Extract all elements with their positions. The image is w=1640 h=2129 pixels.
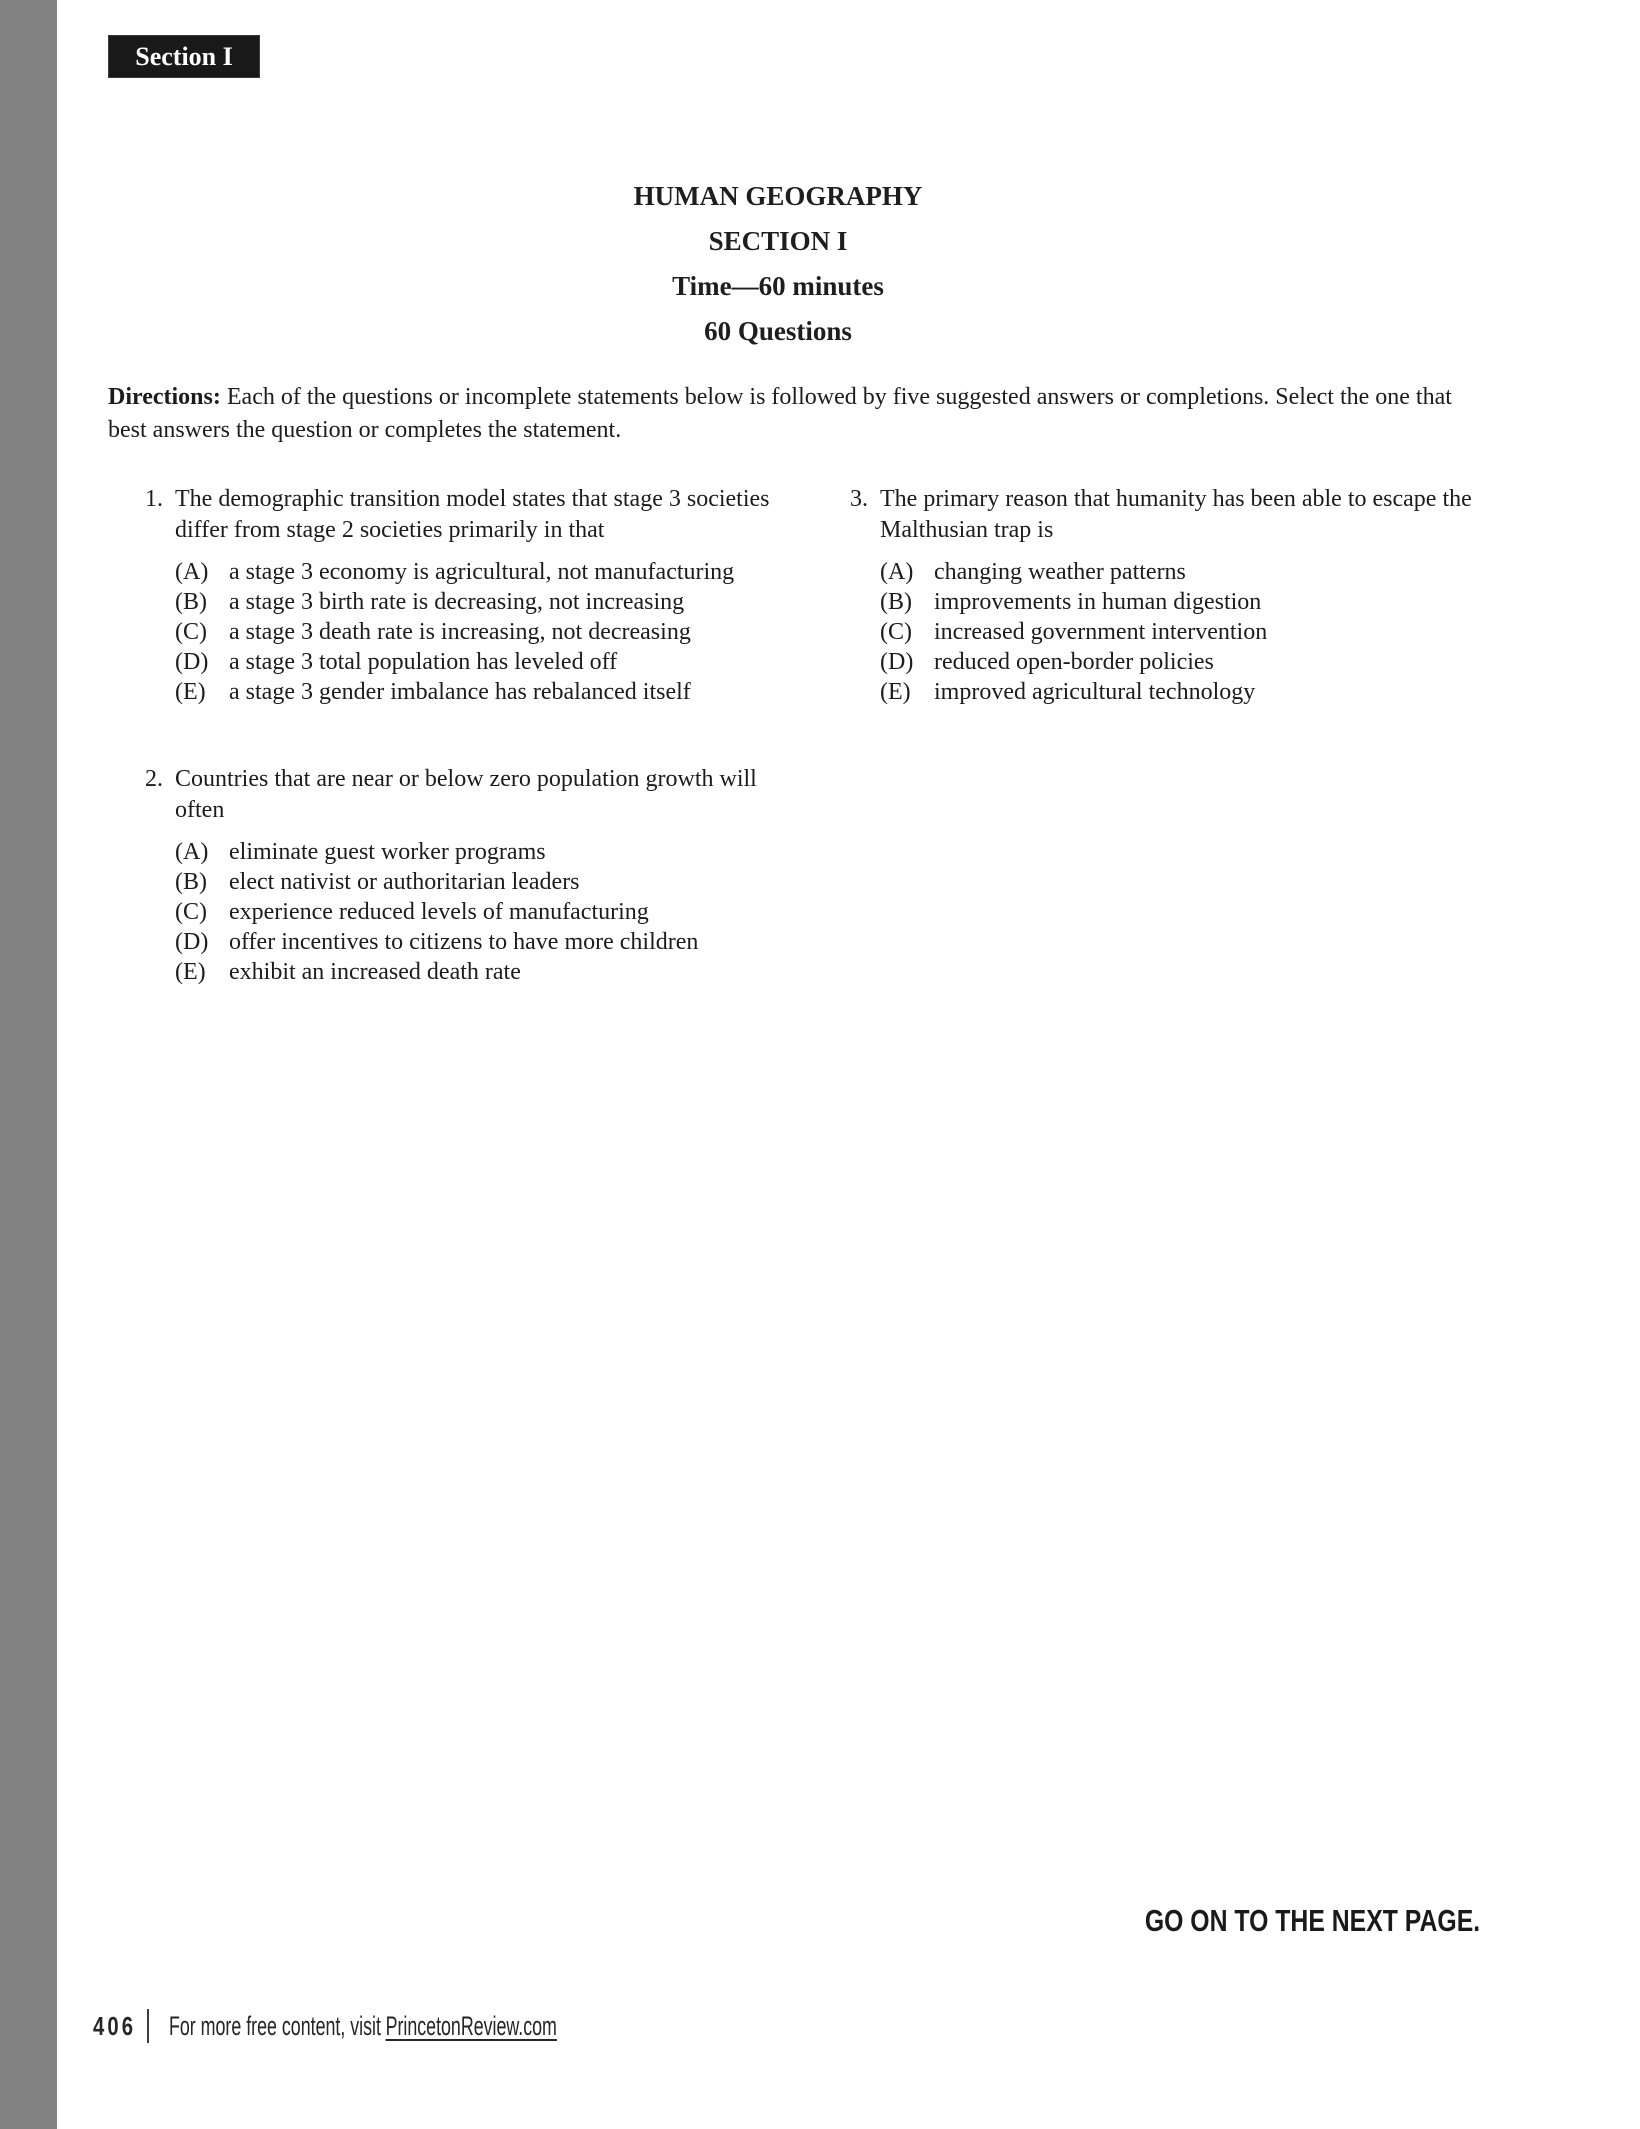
question-body — [175, 764, 805, 987]
option-a — [175, 837, 805, 867]
exam-header — [108, 174, 1448, 354]
right-column — [850, 484, 1505, 987]
option-text: improvements in human digestion — [934, 589, 1262, 615]
option-letter: (B) — [880, 589, 912, 615]
left-column — [145, 484, 805, 987]
option-text: improved agricultural technology — [934, 679, 1256, 705]
question-number: 3. — [850, 486, 868, 512]
question-columns — [145, 484, 1505, 987]
option-letter: (D) — [175, 649, 209, 675]
option-letter: (E) — [880, 679, 911, 705]
exam-section-heading: SECTION I — [708, 226, 848, 256]
option-letter: (D) — [880, 649, 914, 675]
directions-label: Directions: — [108, 384, 221, 410]
option-text: exhibit an increased death rate — [229, 959, 521, 985]
option-text: reduced open-border policies — [934, 649, 1214, 675]
footer-divider — [147, 2009, 149, 2043]
answer-options — [880, 557, 1505, 707]
question-1 — [145, 484, 805, 707]
option-text: a stage 3 economy is agricultural, not manufacturing — [229, 559, 735, 585]
option-e — [175, 677, 805, 707]
option-e — [175, 957, 805, 987]
question-text: The primary reason that humanity has been able to escape the Malthusian trap is — [880, 486, 1472, 543]
option-letter: (A) — [175, 559, 209, 585]
question-number: 1. — [145, 486, 163, 512]
option-letter: (C) — [175, 619, 207, 645]
option-letter: (C) — [175, 899, 207, 925]
option-letter: (E) — [175, 959, 206, 985]
option-letter: (B) — [175, 589, 207, 615]
directions — [108, 381, 1464, 447]
question-text: Countries that are near or below zero population growth will often — [175, 766, 757, 823]
option-text: increased government intervention — [934, 619, 1268, 645]
answer-options — [175, 837, 805, 987]
question-2 — [145, 764, 805, 987]
exam-title: HUMAN GEOGRAPHY — [633, 181, 923, 211]
footer-link[interactable]: PrincetonReview.com — [385, 2010, 557, 2041]
option-letter: (D) — [175, 929, 209, 955]
option-text: a stage 3 gender imbalance has rebalanced itself — [229, 679, 691, 705]
question-text: The demographic transition model states that stage 3 societies differ from stage 2 societies primarily in that — [175, 486, 770, 543]
option-letter: (C) — [880, 619, 912, 645]
option-text: a stage 3 total population has leveled off — [229, 649, 618, 675]
option-text: experience reduced levels of manufacturing — [229, 899, 649, 925]
page-number: 406 — [93, 2010, 137, 2041]
directions-text: Each of the questions or incomplete statements below is followed by five suggested answers or completions. Select the one that best answers the question or completes the statement. — [108, 384, 1452, 443]
question-body — [880, 484, 1505, 707]
option-text: offer incentives to citizens to have more children — [229, 929, 699, 955]
option-d — [175, 927, 805, 957]
option-letter: (B) — [175, 869, 207, 895]
answer-options — [175, 557, 805, 707]
option-b — [175, 587, 805, 617]
footer-message: For more free content, visit — [169, 2010, 381, 2041]
footer-text — [169, 2011, 557, 2042]
option-c — [175, 897, 805, 927]
option-b — [175, 867, 805, 897]
go-on-instruction: GO ON TO THE NEXT PAGE. — [1144, 1903, 1480, 1938]
exam-time-limit: Time—60 minutes — [672, 271, 884, 301]
option-text: changing weather patterns — [934, 559, 1186, 585]
option-c — [175, 617, 805, 647]
option-text: a stage 3 death rate is increasing, not decreasing — [229, 619, 691, 645]
option-text: a stage 3 birth rate is decreasing, not increasing — [229, 589, 685, 615]
question-number: 2. — [145, 766, 163, 792]
option-b — [880, 587, 1505, 617]
option-letter: (A) — [880, 559, 914, 585]
option-text: eliminate guest worker programs — [229, 839, 546, 865]
option-d — [175, 647, 805, 677]
section-tab-label: Section I — [135, 41, 233, 71]
option-text: elect nativist or authoritarian leaders — [229, 869, 580, 895]
option-d — [880, 647, 1505, 677]
option-letter: (A) — [175, 839, 209, 865]
page-edge-bar — [0, 0, 57, 2129]
section-tab — [108, 35, 260, 78]
option-letter: (E) — [175, 679, 206, 705]
option-e — [880, 677, 1505, 707]
option-c — [880, 617, 1505, 647]
question-3 — [850, 484, 1505, 707]
option-a — [175, 557, 805, 587]
question-body — [175, 484, 805, 707]
page-footer — [93, 2007, 757, 2045]
exam-question-count: 60 Questions — [704, 316, 852, 346]
option-a — [880, 557, 1505, 587]
